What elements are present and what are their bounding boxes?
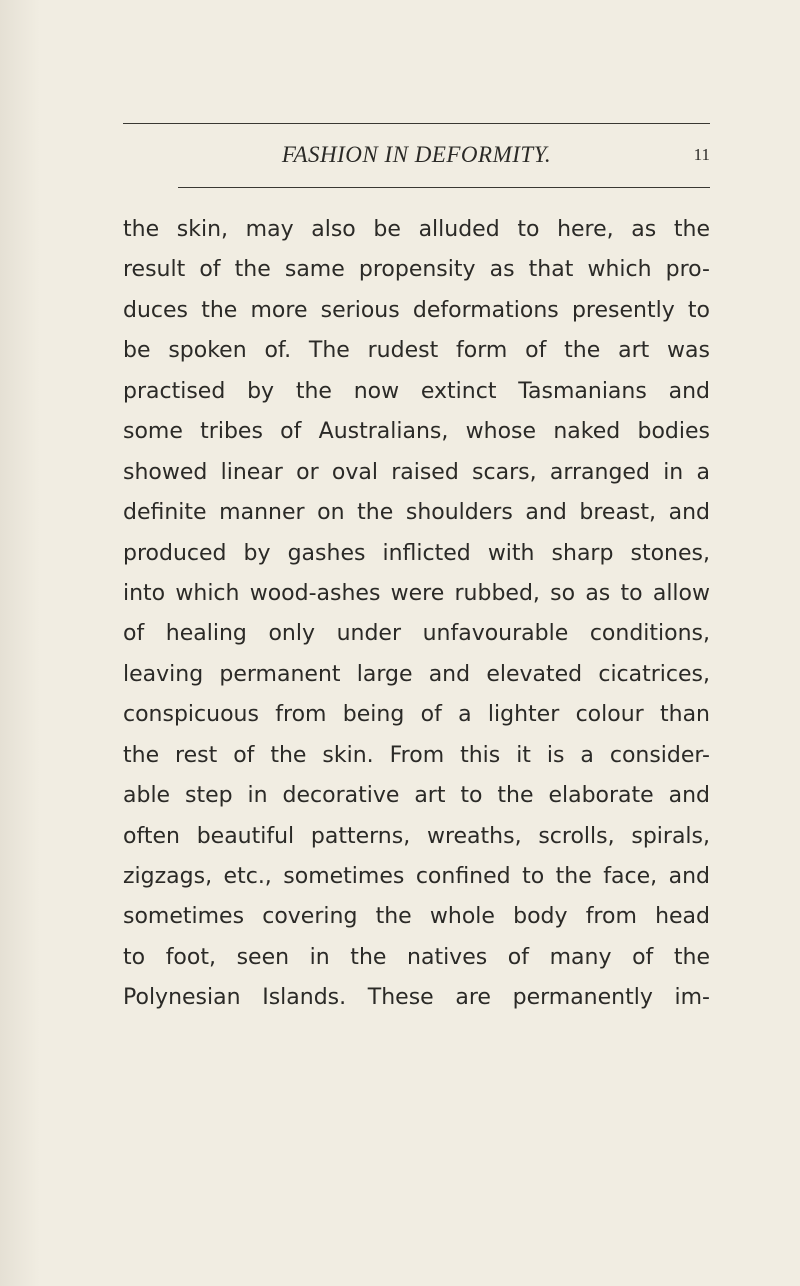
body-text [123,210,710,1019]
text-line: to foot, seen in the natives of many of the [123,944,710,970]
text-line: often beautiful patterns, wreaths, scrolls, spirals, [123,823,710,849]
text-line: sometimes covering the whole body from head [123,904,710,930]
text-line: showed linear or oval raised scars, arranged in a [123,459,710,485]
text-line-last: Polynesian Islands. These are permanently im- [123,985,710,1011]
text-line: zigzags, etc., sometimes confined to the face, and [123,864,710,889]
text-line: produced by gashes inflicted with sharp stones, [123,540,710,566]
header-rule-top [123,123,710,124]
running-title: FASHION IN DEFORMITY. [281,142,552,167]
text-line: be spoken of. The rudest form of the art was [123,338,710,364]
text-line: able step in decorative art to the elaborate and [123,783,710,809]
text-line: the rest of the skin. From this it is a consider- [123,742,710,768]
text-line: of healing only under unfavourable conditions, [123,621,710,647]
text-line: into which wood-ashes were rubbed, so as to allow [123,580,710,606]
text-line: definite manner on the shoulders and breast, and [123,500,710,526]
text-line: conspicuous from being of a lighter colour than [123,702,710,728]
text-line: result of the same propensity as that which pro- [123,257,710,283]
page-shadow [0,0,40,1286]
page-header [123,138,710,178]
text-line: practised by the now extinct Tasmanians and [123,378,710,404]
text-line: leaving permanent large and elevated cicatrices, [123,661,710,687]
text-line: duces the more serious deformations presently to [123,297,710,323]
header-rule-bottom [178,187,710,188]
text-line: some tribes of Australians, whose naked bodies [123,419,710,445]
page-number: 11 [693,145,710,164]
text-line: the skin, may also be alluded to here, as the [123,217,710,242]
